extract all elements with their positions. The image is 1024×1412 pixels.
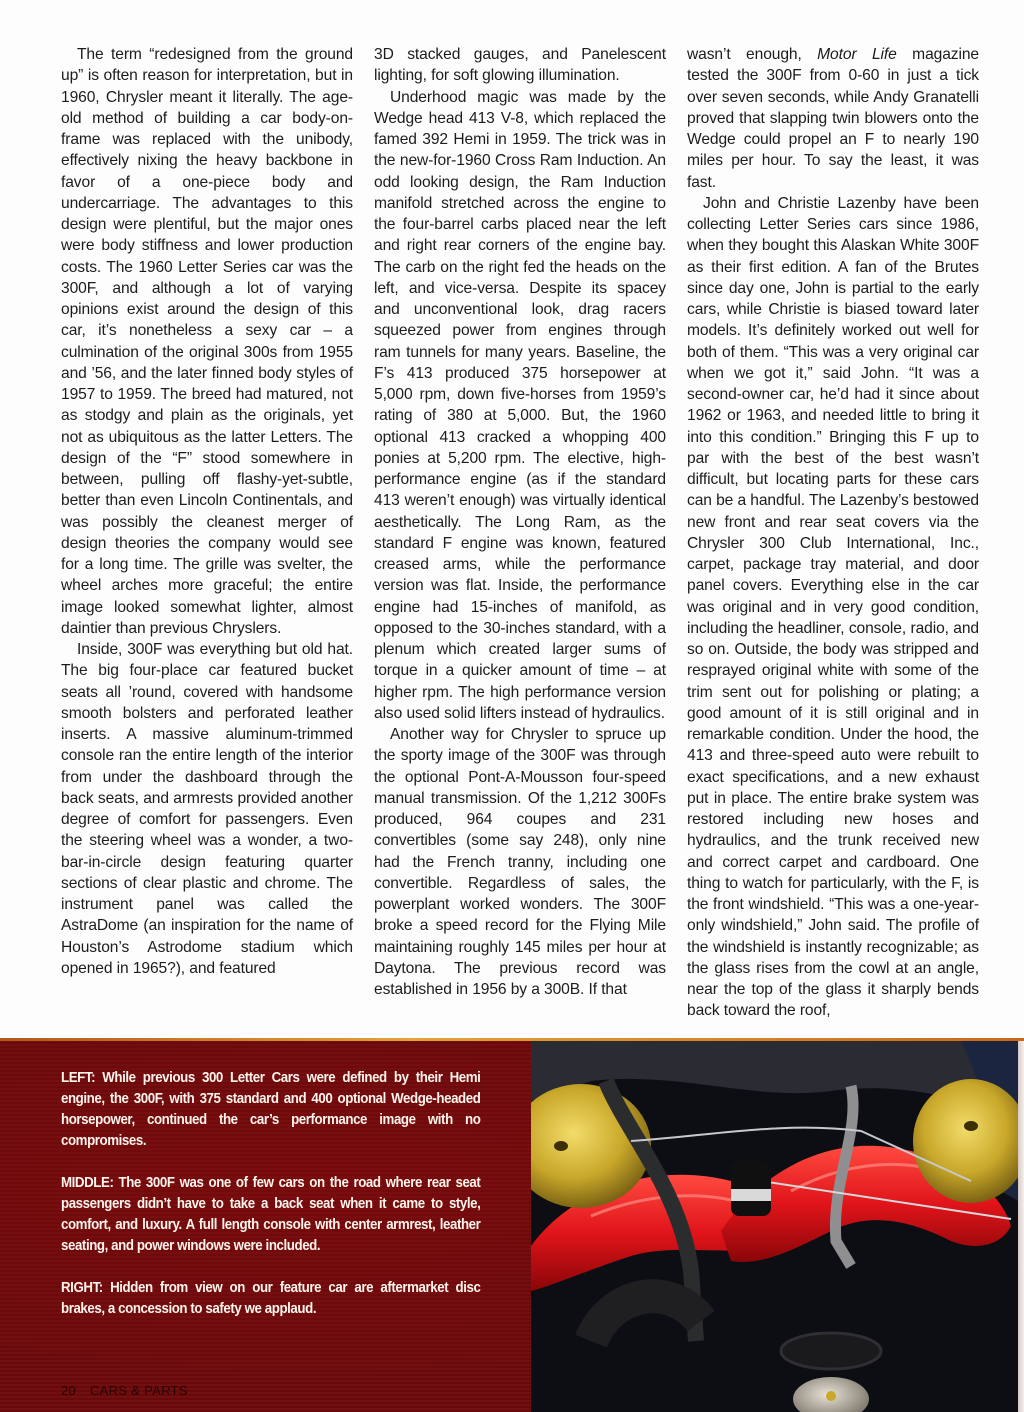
paragraph-continued: 3D stacked gauges, and Panelescent lighting, for soft glowing illumination.	[374, 46, 666, 85]
page-number: 20	[61, 1383, 77, 1398]
ignition-coil	[731, 1161, 771, 1216]
caption-right	[61, 1278, 480, 1320]
engine-illustration	[531, 1041, 1018, 1412]
text-run: magazine tested the 300F from 0-60 in just a tick over seven seconds, while Andy Granatelli proved that slapping twin blowers onto the Wedge could propel an F to nearly 190 miles per hour. To say the least, it was fast.	[687, 46, 979, 191]
air-cleaner-right-nut	[964, 1121, 978, 1131]
caption-left	[61, 1068, 480, 1152]
article-column-1	[61, 44, 353, 1029]
caption-text: Hidden from view on our feature car are aftermarket disc brakes, a concession to safety we applaud.	[61, 1280, 481, 1317]
air-cleaner-left-nut	[554, 1141, 568, 1151]
ignition-coil-band	[731, 1189, 771, 1201]
page-footer	[61, 1383, 188, 1398]
text-run: wasn’t enough,	[687, 46, 818, 63]
paragraph: John and Christie Lazenby have been collecting Letter Series cars since 1986, when they bought this Alaskan White 300F as their first edition. A fan of the Brutes since day one, John is partial to the early cars, while Christie is biased toward later models. It’s definitely worked out well for both of them. “This was a very original car when we got it,” said John. “It was a second-owner car, he’d had it since about 1962 or 1963, and needed little to bring it into this condition.” Bringing this F up to par with the best of the best wasn’t difficult, but locating parts for these cars can be a handful. The Lazenby’s bestowed new front and rear seat covers via the Chrysler 300 Club International, Inc., carpet, package tray material, and door panel covers. Everything else in the car was original and in very good condition, including the headliner, console, radio, and so on. Outside, the body was stripped and resprayed original white with some of the trim sent out for polishing or plating; a good amount of it is still original and in remarkable condition. Under the hood, the 413 and three-speed auto were rebuilt to exact specifications, and a new exhaust put in place. The entire brake system was restored including new hoses and hydraulics, and the trunk received new and correct carpet and cardboard. One thing to watch for particularly, with the F, is the front windshield. “This was a one-year-only windshield,” John said. The profile of the windshield is instantly recognizable; as the glass rises from the cowl at an angle, near the top of the glass it sharply bends back toward the roof,	[687, 194, 979, 1020]
paragraph: Underhood magic was made by the Wedge head 413 V-8, which replaced the famed 392 Hemi in 1959. The trick was in the new-for-1960 Cross Ram Induction. An odd looking design, the Ram Induction manifold stretched across the engine to the four-barrel carbs placed near the left and right rear corners of the engine bay. The carb on the right fed the heads on the left, and vice-versa. Despite its spacey and unconventional look, drag racers squeezed power from engines through ram tunnels for many years. Baseline, the F’s 413 produced 375 horsepower at 5,000 rpm, down five-horses from 1959’s rating of 380 at 5,000. But, the 1960 optional 413 cracked a whopping 400 ponies at 5,200 rpm. The elective, high-performance engine (as if the standard 413 weren’t enough) was virtually identical aesthetically. The Long Ram, as the standard F engine was known, featured creased arms, while the performance version was flat. Inside, the performance engine had 15-inches of manifold, as opposed to the 30-inches standard, with a plenum which created larger sums of torque in a quicker amount of time – at higher rpm. The high performance version also used solid lifters instead of hydraulics.	[374, 88, 666, 722]
photo-captions	[61, 1068, 480, 1341]
paragraph: Another way for Chrysler to spruce up the sporty image of the 300F was through the optional Pont-A-Mousson four-speed manual transmission. Of the 1,212 300Fs produced, 964 coupes and 231 convertibles (some say 248), only nine had the French tranny, including one convertible. Regardless of sales, the powerplant worked wonders. The 300F broke a speed record for the Flying Mile maintaining roughly 145 miles per hour at Daytona. The previous record was established in 1956 by a 300B. If that	[374, 726, 666, 998]
article-body	[61, 44, 981, 1029]
page-edge	[1018, 1041, 1024, 1412]
article-column-3	[687, 44, 979, 1029]
magazine-name: CARS & PARTS	[89, 1383, 188, 1398]
caption-label: MIDDLE:	[61, 1175, 114, 1191]
engine-bay-photo	[531, 1041, 1018, 1412]
caption-label: RIGHT:	[61, 1280, 103, 1296]
paragraph-continued	[687, 44, 979, 193]
paragraph: The term “redesigned from the ground up” is often reason for interpretation, but in 1960, Chrysler meant it literally. The age-old method of building a car body-on-frame was replaced with the unibody, effectively nixing the heavy backbone in favor of a one-piece body and undercarriage. The advantages to this design were plentiful, but the major ones were body stiffness and lower production costs. The 1960 Letter Series car was the 300F, and although a lot of varying opinions exist around the design of this car, it’s nonetheless a sexy car – a culmination of the original 300s from 1955 and ’56, and the later finned body styles of 1957 to 1959. The breed had matured, not as stodgy and plain as the originals, yet not as ubiquitous as the latter Letters. The design of the “F” stood somewhere in between, pulling off flashy-yet-subtle, better than even Lincoln Continentals, and was possibly the cleanest merger of design theories the company would see for a long time. The grille was svelter, the wheel arches more graceful; the entire image looked somewhat lighter, almost daintier than previous Chryslers.	[61, 46, 353, 637]
article-column-2	[374, 44, 666, 1029]
paragraph: Inside, 300F was everything but old hat. The big four-place car featured bucket seats all ’round, covered with handsome smooth bolsters and perforated leather inserts. A massive aluminum-trimmed console ran the entire length of the interior from under the dashboard through the back seats, and armrests provided another degree of comfort for passengers. Even the steering wheel was a wonder, a two-bar-in-circle design featuring quarter sections of clear plastic and chrome. The instrument panel was called the AstraDome (an inspiration for the name of Houston’s Astrodome stadium which opened in 1965?), and featured	[61, 641, 353, 977]
radiator-cap-center	[826, 1391, 836, 1401]
caption-text: While previous 300 Letter Cars were defined by their Hemi engine, the 300F, with 375 standard and 400 optional Wedge-headed horsepower, continued the car’s performance image with no compromises.	[61, 1070, 481, 1149]
fan-pulley	[781, 1333, 881, 1369]
publication-title: Motor Life	[817, 46, 897, 63]
caption-label: LEFT:	[61, 1070, 96, 1086]
caption-middle	[61, 1173, 480, 1257]
caption-text: The 300F was one of few cars on the road where rear seat passengers didn’t have to take a back seat when it came to style, comfort, and luxury. A full length console with center armrest, leather seating, and power windows were included.	[61, 1175, 481, 1254]
